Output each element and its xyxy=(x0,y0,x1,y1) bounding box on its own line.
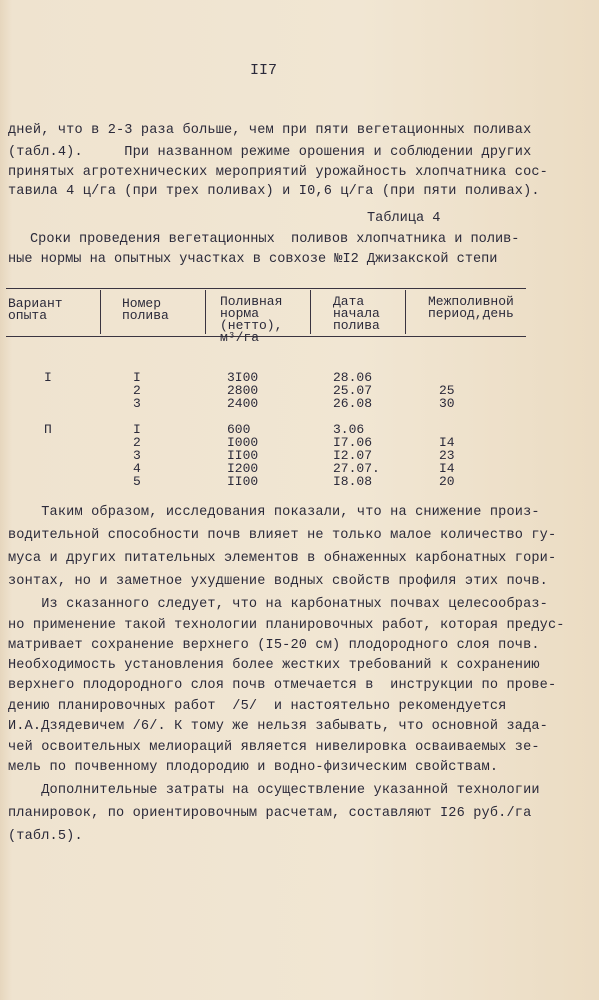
intro-line: принятых агротехнических мероприятий урожайность хлопчатника сос- xyxy=(8,165,548,180)
header-interval: Межполивной период,день xyxy=(428,294,514,321)
body-line: Необходимость установления более жестких требований к сохранению xyxy=(8,658,540,673)
intro-line: тавила 4 ц/га (при трех поливах) и I0,6 ц/га (при пяти поливах). xyxy=(8,184,540,199)
irrigation-norm: I200 xyxy=(227,461,259,476)
body-line: мель по почвенному плодородию и водно-физическим свойствам. xyxy=(8,760,499,775)
page-number: II7 xyxy=(250,62,278,79)
start-date: I8.08 xyxy=(333,474,373,489)
body-line: верхнего плодородного слоя почв отмечается в инструкции по прове- xyxy=(8,678,557,693)
table-label: Таблица 4 xyxy=(367,211,441,226)
column-divider xyxy=(100,290,101,334)
header-irrigation-number: Номер полива xyxy=(122,296,169,323)
interval-days: 25 xyxy=(439,383,455,398)
irrigation-norm: 600 xyxy=(227,422,251,437)
header-start-date: Дата начала полива xyxy=(333,294,380,333)
irrigation-norm: I000 xyxy=(227,435,259,450)
column-divider xyxy=(205,290,206,334)
body-line: муса и других питательных элементов в обнаженных карбонатных гори- xyxy=(8,551,557,566)
irrigation-number: 2 xyxy=(133,383,141,398)
irrigation-number: I xyxy=(133,370,141,385)
variant-label: П xyxy=(44,422,52,437)
body-line: матривает сохранение верхнего (I5-20 см) плодородного слоя почв. xyxy=(8,638,540,653)
body-line: планировок, по ориентировочным расчетам, составляют I26 руб./га xyxy=(8,806,532,821)
irrigation-norm: 2400 xyxy=(227,396,259,411)
irrigation-number: I xyxy=(133,422,141,437)
body-line: Из сказанного следует, что на карбонатных почвах целесообраз- xyxy=(8,597,548,612)
irrigation-norm: II00 xyxy=(227,474,259,489)
irrigation-number: 3 xyxy=(133,448,141,463)
column-divider xyxy=(310,290,311,334)
start-date: I2.07 xyxy=(333,448,373,463)
interval-days: 30 xyxy=(439,396,455,411)
interval-days: 23 xyxy=(439,448,455,463)
interval-days: I4 xyxy=(439,435,455,450)
table-top-rule xyxy=(6,288,526,289)
irrigation-norm: 3I00 xyxy=(227,370,259,385)
irrigation-number: 4 xyxy=(133,461,141,476)
body-line: Таким образом, исследования показали, что на снижение произ- xyxy=(8,505,540,520)
start-date: 3.06 xyxy=(333,422,365,437)
variant-label: I xyxy=(44,370,52,385)
header-irrigation-norm: Поливная норма (нетто), м³/га xyxy=(220,294,283,345)
body-line: Дополнительные затраты на осуществление указанной технологии xyxy=(8,783,540,798)
start-date: 25.07 xyxy=(333,383,373,398)
body-line: дению планировочных работ /5/ и настоятельно рекомендуется xyxy=(8,699,507,714)
column-divider xyxy=(405,290,406,334)
irrigation-number: 5 xyxy=(133,474,141,489)
interval-days: 20 xyxy=(439,474,455,489)
body-line: (табл.5). xyxy=(8,829,83,844)
start-date: 28.06 xyxy=(333,370,373,385)
body-line: водительной способности почв влияет не только малое количество гу- xyxy=(8,528,557,543)
start-date: 26.08 xyxy=(333,396,373,411)
irrigation-norm: II00 xyxy=(227,448,259,463)
table-caption-line: ные нормы на опытных участках в совхозе №I2 Джизакской степи xyxy=(8,252,498,267)
irrigation-number: 2 xyxy=(133,435,141,450)
header-variant: Вариант опыта xyxy=(8,296,63,323)
interval-days: I4 xyxy=(439,461,455,476)
body-line: И.А.Дзядевичем /6/. К тому же нельзя забывать, что основной зада- xyxy=(8,719,548,734)
body-line: чей освоительных мелиораций является нивелировка осваиваемых зе- xyxy=(8,740,540,755)
body-line: зонтах, но и заметное ухудшение водных свойств профиля этих почв. xyxy=(8,574,548,589)
intro-line: (табл.4). При названном режиме орошения и соблюдении других xyxy=(8,145,532,160)
intro-line: дней, что в 2-3 раза больше, чем при пяти вегетационных поливах xyxy=(8,123,532,138)
irrigation-norm: 2800 xyxy=(227,383,259,398)
start-date: I7.06 xyxy=(333,435,373,450)
table-caption-line: Сроки проведения вегетационных поливов хлопчатника и полив- xyxy=(30,232,520,247)
body-line: но применение такой технологии планировочных работ, которая предус- xyxy=(8,618,565,633)
irrigation-number: 3 xyxy=(133,396,141,411)
start-date: 27.07. xyxy=(333,461,380,476)
